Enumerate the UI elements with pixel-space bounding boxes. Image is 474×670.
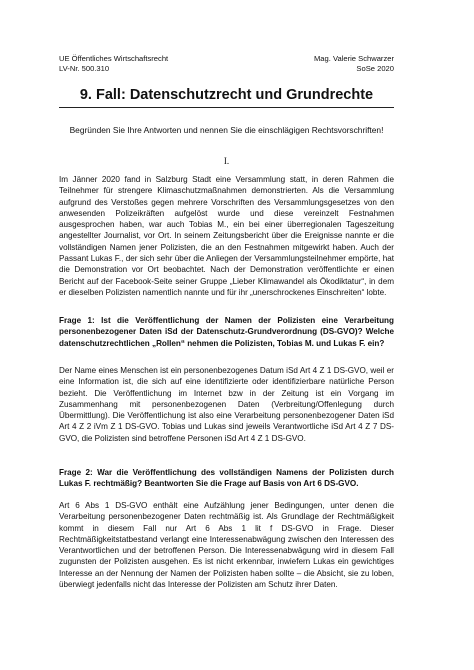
question-1: Frage 1: Ist die Veröffentlichung der Namen der Polizisten eine Verarbeitung personenbezogener Daten iSd der Datenschutz-Grundverordnung (DS-GVO)? Welche datenschutzrechtlichen „Rollen“ nehmen die Polizisten, Tobias M. und Lukas F. ein? <box>59 316 394 348</box>
page-title: 9. Fall: Datenschutzrecht und Grundrechte <box>59 86 394 108</box>
course-title: UE Öffentliches Wirtschaftsrecht <box>59 54 169 63</box>
section-numeral: I. <box>223 156 230 166</box>
answer-1: Der Name eines Menschen ist ein personenbezogenes Datum iSd Art 4 Z 1 DS-GVO, weil er eine Information ist, die sich auf eine identifizierte oder identifizierbare natürliche Person bezieht. Die Veröffentlichung im Internet bzw in der Zeitung ist ein Vorgang im Zusammenhang mit personenbezogenen Daten (Verbreitung/Offenlegung durch Übermittlung). Die Veröffentlichung ist also eine Verarbeitung personenbezogener Daten iSd Art 4 Z 2 iVm Z 1 DS-GVO. Tobias und Lukas sind jeweils Verantwortliche iSd Art 4 Z 7 DS-GVO, die Polizisten sind betroffene Personen iSd Art 4 Z 1 DS-GVO. <box>59 366 394 443</box>
header-right <box>314 54 394 74</box>
header-left <box>59 54 168 74</box>
course-number: LV-Nr. 500.310 <box>59 64 110 73</box>
question-2: Frage 2: War die Veröffentlichung des vollständigen Namens der Polizisten durch Lukas F. rechtmäßig? Beantworten Sie die Frage auf Basis von Art 6 DS-GVO. <box>59 468 394 489</box>
instructions: Begründen Sie Ihre Antworten und nennen Sie die einschlägigen Rechtsvorschriften! <box>69 125 384 135</box>
lecturer-name: Mag. Valerie Schwarzer <box>313 54 394 63</box>
semester: SoSe 2020 <box>356 64 394 73</box>
answer-2: Art 6 Abs 1 DS-GVO enthält eine Aufzählung jener Bedingungen, unter denen die Verarbeitung personenbezogener Daten rechtmäßig ist. Als Grundlage der Rechtmäßigkeit kommt in diesem Fall nur Art 6 Abs 1 lit f DS-GVO in Frage. Dieser Rechtmäßigkeitstatbestand verlangt eine Interessenabwägung zwischen den Interessen des Verantwortlichen und der betroffenen Person. Die Interessenabwägung wird in diesem Fall zugunsten der Polizisten ausgehen. Es ist nicht erkennbar, inwiefern Lukas ein gewichtiges Interesse an der Nennung der Namen der Polizisten haben sollte – die Absicht, sie zu loben, überwiegt jedenfalls nicht das Interesse der Polizisten am Schutz ihrer Daten. <box>59 501 394 590</box>
case-text: Im Jänner 2020 fand in Salzburg Stadt eine Versammlung statt, in deren Rahmen die Teilnehmer für strengere Klimaschutzmaßnahmen demonstrierten. Als die Versammlung aufgrund des Verstoßes gegen mehrere Vorschriften des Versammlungsgesetzes von den anwesenden Polizeikräften aufgelöst wurde und diese vereinzelt Festnahmen ausgesprochen haben, war auch Tobias M., ein bei einer überregionalen Tageszeitung angestellter Journalist, vor Ort. In seinem Zeitungsbericht über die Ereignisse nannte er die vollständigen Namen jener Polizisten, die an den Festnahmen mitgewirkt haben. Auch der Passant Lukas F., der sich sehr über die Anliegen der Versammlungsteilnehmer empörte, hat die Demonstration vor Ort beobachtet. Nach der Demonstration veröffentlichte er einen Bericht auf der Facebook-Seite seiner Gruppe „Lieber Klimawandel als Ökodiktatur“, in dem er dieselben Polizisten namentlich nannte und für ihr „unerschrockenes Einschreiten“ lobte. <box>59 175 394 297</box>
